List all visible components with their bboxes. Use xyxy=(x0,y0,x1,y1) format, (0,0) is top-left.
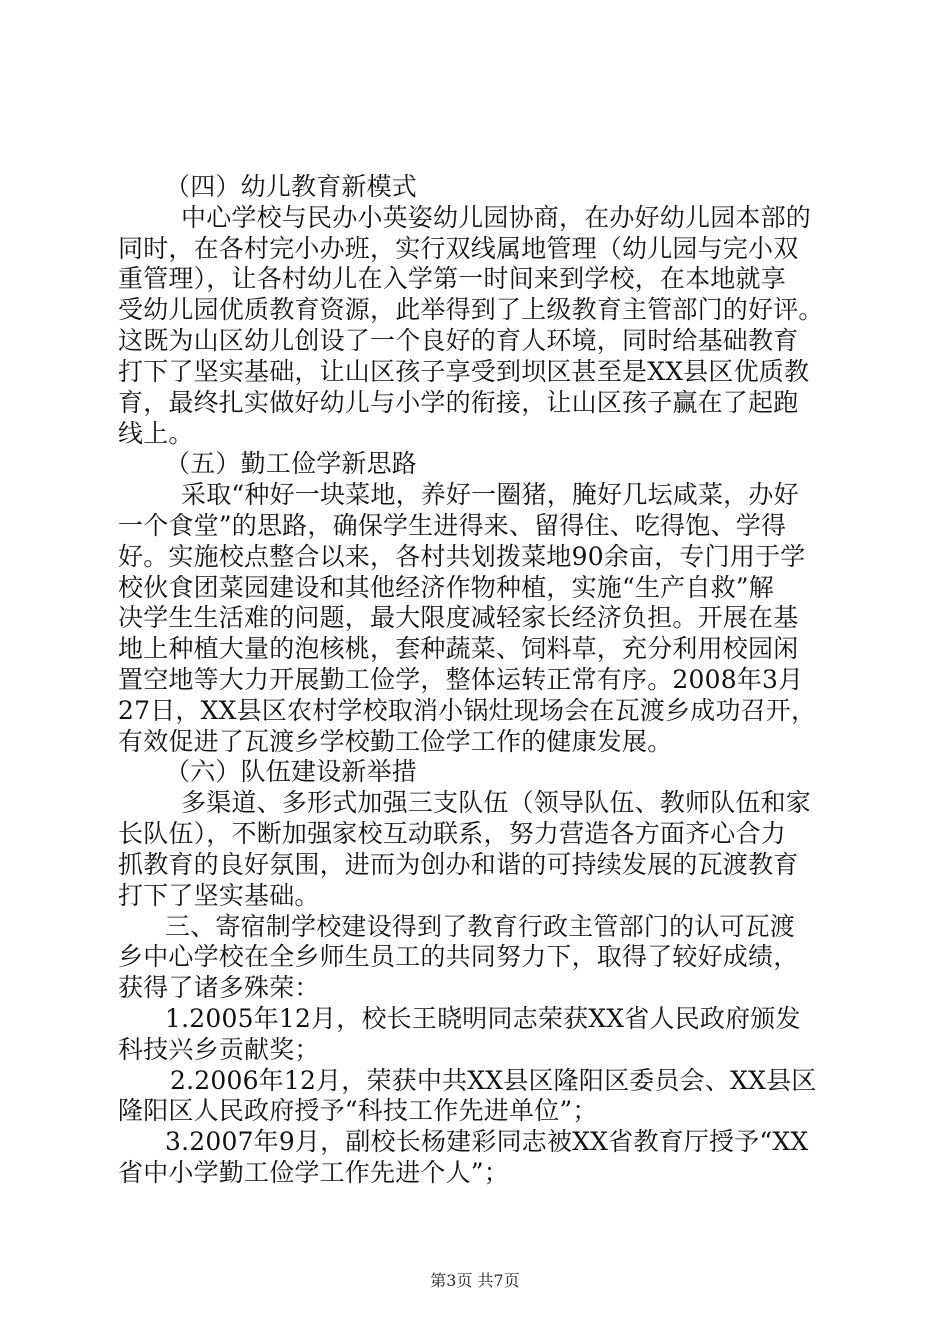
paragraph-line: 地上种植大量的泡核桃，套种蔬菜、饲料草，充分利用校园闲 xyxy=(118,634,799,663)
paragraph-line: 打下了坚实基础，让山区孩子享受到坝区甚至是XX县区优质教 xyxy=(118,357,810,386)
list-item-line: 3.2007年9月，副校长杨建彩同志被XX省教育厅授予“XX xyxy=(165,1127,809,1156)
section-heading-five: （五）勤工俭学新思路 xyxy=(165,449,418,478)
paragraph-line: 受幼儿园优质教育资源，此举得到了上级教育主管部门的好评。 xyxy=(118,295,824,324)
paragraph-line: 决学生生活难的问题，最大限度减轻家长经济负担。开展在基 xyxy=(118,603,799,632)
paragraph-line: 同时，在各村完小办班，实行双线属地管理（幼儿园与完小双 xyxy=(118,234,799,263)
paragraph-line: 一个食堂”的思路，确保学生进得来、留得住、吃得饱、学得 xyxy=(118,511,787,540)
list-item-line: 2.2006年12月，荣获中共XX县区隆阳区委员会、XX县区 xyxy=(170,1066,817,1095)
section-heading-six: （六）队伍建设新举措 xyxy=(165,757,418,786)
paragraph-line: 获得了诸多殊荣： xyxy=(118,973,320,1002)
paragraph-line: 重管理），让各村幼儿在入学第一时间来到学校，在本地就享 xyxy=(118,264,786,293)
paragraph-line: 抓教育的良好氛围，进而为创办和谐的可持续发展的瓦渡教育 xyxy=(118,850,799,879)
paragraph-line: 校伙食团菜园建设和其他经济作物种植，实施“生产自救”解 xyxy=(118,573,774,602)
list-item-line: 科技兴乡贡献奖； xyxy=(118,1035,320,1064)
paragraph-line: 27日，XX县区农村学校取消小锅灶现场会在瓦渡乡成功召开， xyxy=(118,696,817,725)
list-item-line: 省中小学勤工俭学工作先进个人”； xyxy=(118,1158,509,1187)
section-heading-four: （四）幼儿教育新模式 xyxy=(165,172,418,201)
paragraph-line: 长队伍），不断加强家校互动联系，努力营造各方面齐心合力 xyxy=(118,819,786,848)
page-number-footer: 第3页 共7页 xyxy=(430,1271,520,1290)
paragraph-line: 育，最终扎实做好幼儿与小学的衔接，让山区孩子赢在了起跑 xyxy=(118,388,799,417)
paragraph-line: 中心学校与民办小英姿幼儿园协商，在办好幼儿园本部的 xyxy=(181,203,812,232)
list-item-line: 隆阳区人民政府授予“科技工作先进单位”； xyxy=(118,1096,598,1125)
paragraph-line: 乡中心学校在全乡师生员工的共同努力下，取得了较好成绩， xyxy=(118,942,799,971)
paragraph-line: 好。实施校点整合以来，各村共划拨菜地90余亩，专门用于学 xyxy=(118,542,806,571)
paragraph-line: 采取“种好一块菜地，养好一圈猪，腌好几坛咸菜，办好 xyxy=(181,480,799,509)
paragraph-line: 打下了坚实基础。 xyxy=(118,881,320,910)
paragraph-line: 这既为山区幼儿创设了一个良好的育人环境，同时给基础教育 xyxy=(118,326,799,355)
paragraph-line: 多渠道、多形式加强三支队伍（领导队伍、教师队伍和家 xyxy=(181,788,812,817)
paragraph-line: 线上。 xyxy=(118,419,194,448)
paragraph-line: 三、寄宿制学校建设得到了教育行政主管部门的认可瓦渡 xyxy=(165,912,796,941)
list-item-line: 1.2005年12月，校长王晓明同志荣获XX省人民政府颁发 xyxy=(165,1004,801,1033)
paragraph-line: 有效促进了瓦渡乡学校勤工俭学工作的健康发展。 xyxy=(118,727,673,756)
paragraph-line: 置空地等大力开展勤工俭学，整体运转正常有序。2008年3月 xyxy=(118,665,804,694)
